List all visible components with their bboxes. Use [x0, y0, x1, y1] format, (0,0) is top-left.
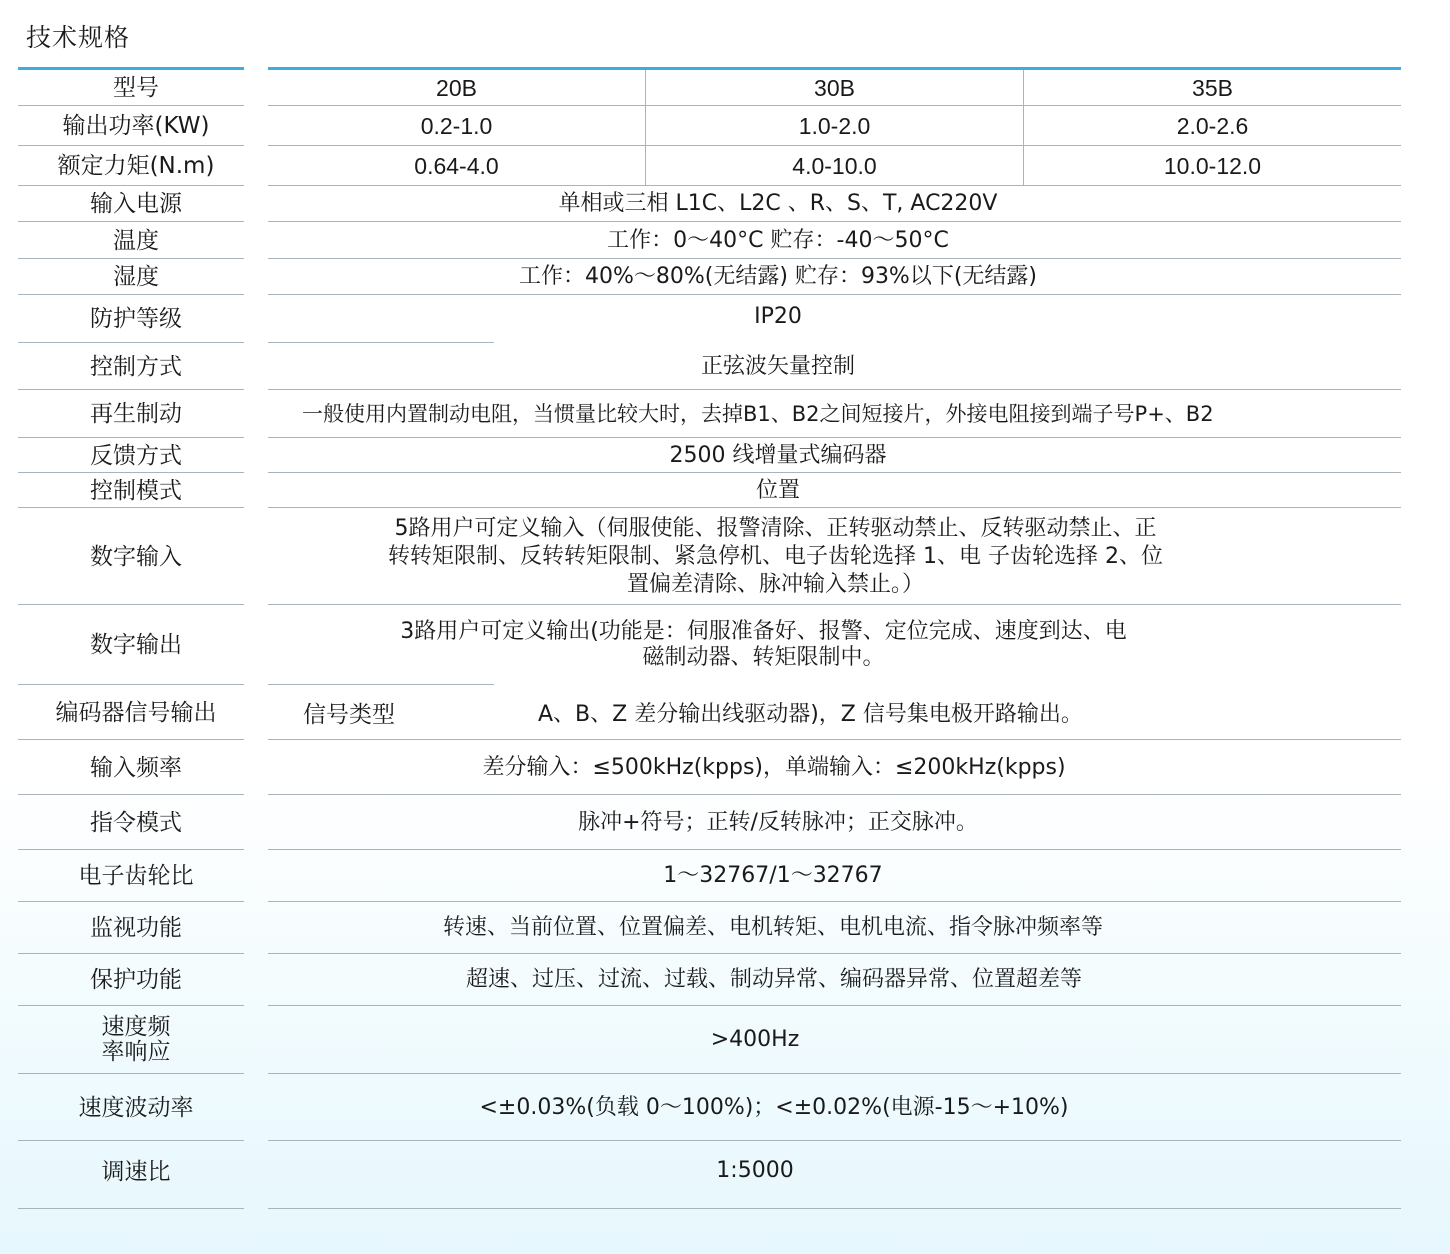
spec-label: 数字输入 [90, 543, 182, 570]
spec-label: 输入频率 [90, 754, 182, 781]
spec-label: 型号 [113, 75, 159, 101]
torque-20b: 0.64-4.0 [414, 152, 499, 179]
spec-label: 反馈方式 [90, 442, 182, 469]
spec-row-control-method [18, 343, 1401, 390]
spec-value: 工作：0～40°C 贮存：-40～50°C [607, 227, 949, 253]
spec-label: 监视功能 [90, 915, 182, 941]
page-title: 技术规格 [26, 23, 131, 52]
spec-value: 1～32767/1～32767 [663, 863, 883, 888]
spec-value: 正弦波矢量控制 [700, 353, 855, 379]
spec-value: 单相或三相 L1C、L2C 、R、S、T, AC220V [558, 191, 998, 216]
spec-row-encoder-output [18, 685, 1401, 740]
spec-label: 输入电源 [90, 191, 182, 217]
spec-row-temperature [18, 222, 1401, 259]
spec-label: 速度波动率 [78, 1094, 194, 1121]
spec-label: 控制方式 [90, 353, 182, 380]
spec-label: 数字输出 [90, 632, 182, 658]
spec-row-speed-fluctuation [18, 1074, 1401, 1141]
spec-value: A、B、Z 差分输出线驱动器)，Z 信号集电极开路输出。 [538, 702, 1083, 727]
spec-row-protection-functions [18, 954, 1401, 1006]
model-35b: 35B [1023, 70, 1401, 106]
power-30b: 1.0-2.0 [645, 106, 1023, 146]
spec-row-control-mode [18, 473, 1401, 508]
model-30b: 30B [645, 70, 1023, 106]
spec-row-regen-braking [18, 390, 1401, 438]
spec-row-input-frequency [18, 740, 1401, 795]
spec-value: 位置 [755, 477, 800, 503]
spec-row-digital-input [18, 508, 1401, 605]
spec-row-speed-ratio [18, 1141, 1401, 1209]
spec-row-speed-response [18, 1006, 1401, 1074]
spec-row-command-mode [18, 795, 1401, 850]
spec-value: 超速、过压、过流、过载、制动异常、编码器异常、位置超差等 [465, 967, 1082, 992]
spec-value: 2500 线增量式编码器 [669, 442, 887, 468]
spec-label-line-1: 速度频 [101, 1014, 171, 1040]
power-columns [268, 106, 1401, 146]
spec-value: 转速、当前位置、位置偏差、电机转矩、电机电流、指令脉冲频率等 [442, 915, 1103, 940]
spec-label: 电子齿轮比 [78, 863, 194, 889]
torque-30b: 4.0-10.0 [645, 146, 1023, 186]
spec-label: 输出功率(KW) [62, 113, 210, 139]
model-20b: 20B [436, 74, 477, 101]
spec-value: >400Hz [710, 1027, 800, 1052]
spec-label: 保护功能 [90, 967, 182, 993]
torque-35b: 10.0-12.0 [1023, 146, 1401, 186]
spec-label: 防护等级 [90, 306, 182, 332]
spec-label: 湿度 [113, 264, 159, 290]
spec-value: 一般使用内置制动电阻，当惯量比较大时，去掉B1、B2之间短接片，外接电阻接到端子号P+、B2 [302, 402, 1214, 426]
spec-value: 3路用户可定义输出(功能是：伺服准备好、报警、定位完成、速度到达、电磁制动器、转矩限制中。 [400, 619, 1127, 670]
model-columns [268, 70, 1401, 106]
spec-value: <±0.03%(负载 0～100%)；<±0.02%(电源-15～+10%) [479, 1094, 1069, 1120]
spec-row-protection-class [18, 295, 1401, 343]
spec-label: 编码器信号输出 [55, 699, 217, 726]
power-20b: 0.2-1.0 [420, 112, 493, 139]
spec-value: 脉冲+符号；正转/反转脉冲；正交脉冲。 [578, 809, 978, 835]
spec-label: 温度 [113, 227, 159, 254]
spec-row-model [18, 70, 1401, 106]
spec-row-power [18, 106, 1401, 146]
row-divider [18, 1208, 244, 1209]
spec-row-power-input [18, 186, 1401, 222]
spec-row-electronic-gear [18, 850, 1401, 902]
power-35b: 2.0-2.6 [1023, 106, 1401, 146]
spec-value: 差分输入：≤500kHz(kpps)，单端输入：≤200kHz(kpps) [482, 754, 1066, 780]
torque-columns [268, 146, 1401, 186]
spec-row-monitoring [18, 902, 1401, 954]
spec-row-torque [18, 146, 1401, 186]
spec-label: 指令模式 [90, 809, 182, 836]
spec-value: 5路用户可定义输入（伺服使能、报警清除、正转驱动禁止、反转驱动禁止、正转转矩限制、反转转矩限制、紧急停机、电子齿轮选择 1、电 子齿轮选择 2、位置偏差清除、脉冲输入禁止。） [388, 515, 1163, 597]
spec-row-feedback [18, 438, 1401, 473]
spec-label: 再生制动 [90, 401, 182, 427]
spec-label: 控制模式 [90, 477, 182, 504]
spec-row-humidity [18, 259, 1401, 295]
spec-row-digital-output [18, 605, 1401, 685]
spec-label [18, 1006, 254, 1074]
encoder-signal-type: 信号类型 [303, 702, 395, 728]
spec-value: IP20 [754, 304, 802, 329]
spec-value: 工作：40%～80%(无结露) 贮存：93%以下(无结露) [518, 264, 1038, 289]
spec-label-line-2: 率响应 [101, 1039, 171, 1065]
spec-label: 调速比 [101, 1159, 171, 1185]
spec-label: 额定力矩(N.m) [57, 153, 215, 179]
row-divider [268, 1208, 1401, 1209]
spec-value: 1:5000 [716, 1158, 794, 1183]
